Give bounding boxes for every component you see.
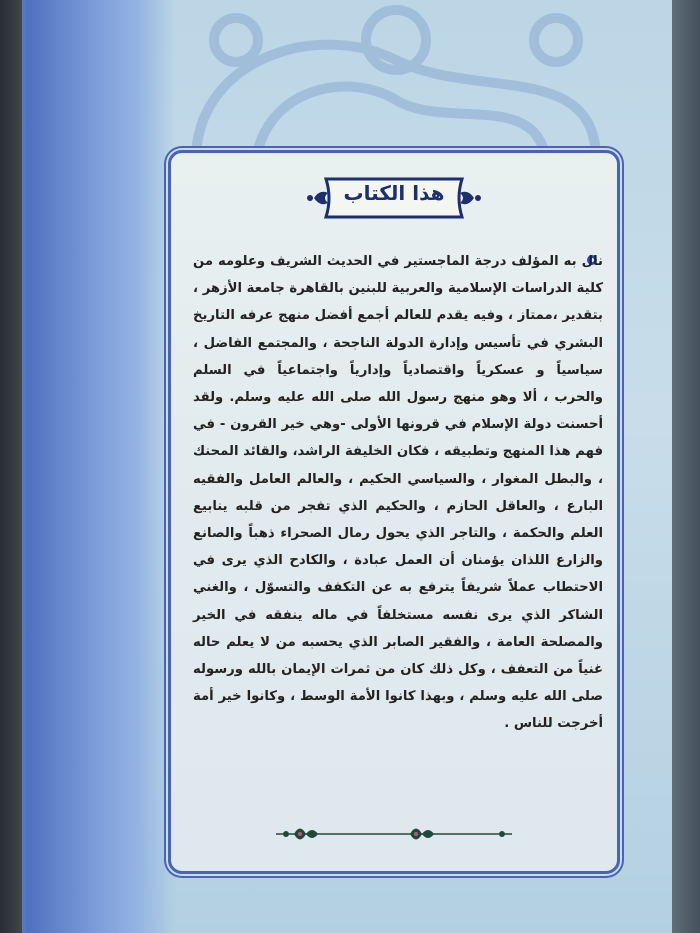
description-paragraph: نال به المؤلف درجة الماجستير في الحديث الشريف وعلومه من كلية الدراسات الإسلامية والعربية للبنين بالقاهرة جامعة الأزهر ، بتقدير ،ممتاز ، وفيه يقدم للعالم أجمع أفضل منهج عرفه التاريخ البشري في تأسيس وإدارة الدولة الناجحة ، والمجتمع الفاضل ، سياسياً و عسكرياً واقتصادياً وإدارياً واجتماعياً في السلم والحرب ، ألا وهو منهج رسول الله صلى الله عليه وسلم. ولقد أحسنت دولة الإسلام في قرونها الأولى -وهي خير القرون - في فهم هذا المنهج وتطبيقه ، فكان الخليفة الراشد، والقائد المحنك ، والبطل المغوار ، والسياسي الحكيم ، والعالم العامل والفقيه البارع ، والعاقل الحازم ، والحكيم الذي تفجر من قلبه ينابيع العلم والحكمة ، والتاجر الذي يحول رمال الصحراء ذهباً والصانع والزارع اللذان يؤمنان أن العمل عبادة ، والكادح الذي يرى في الاحتطاب عملاً شريفاً يترفع به عن التكفف والتسوّل ، والغني الشاكر الذي يرى نفسه مستخلفاً في ماله ينفقه في الخير والمصلحة العامة ، والفقير الصابر الذي يحسبه من لا يعلم حاله غنياً من التعفف ، وكل ذلك كان من ثمرات الإيمان بالله ورسوله صلى الله عليه وسلم ، وبهذا كانوا الأمة الوسط ، وكانوا خير أمة أخرجت للناس .: [193, 254, 603, 732]
background-arabesque-ornament: [116, 0, 672, 170]
text-panel: [168, 150, 620, 874]
floral-divider-ornament: [266, 821, 522, 847]
section-title: هذا الكتاب: [343, 181, 445, 205]
book-back-cover: [22, 0, 672, 933]
